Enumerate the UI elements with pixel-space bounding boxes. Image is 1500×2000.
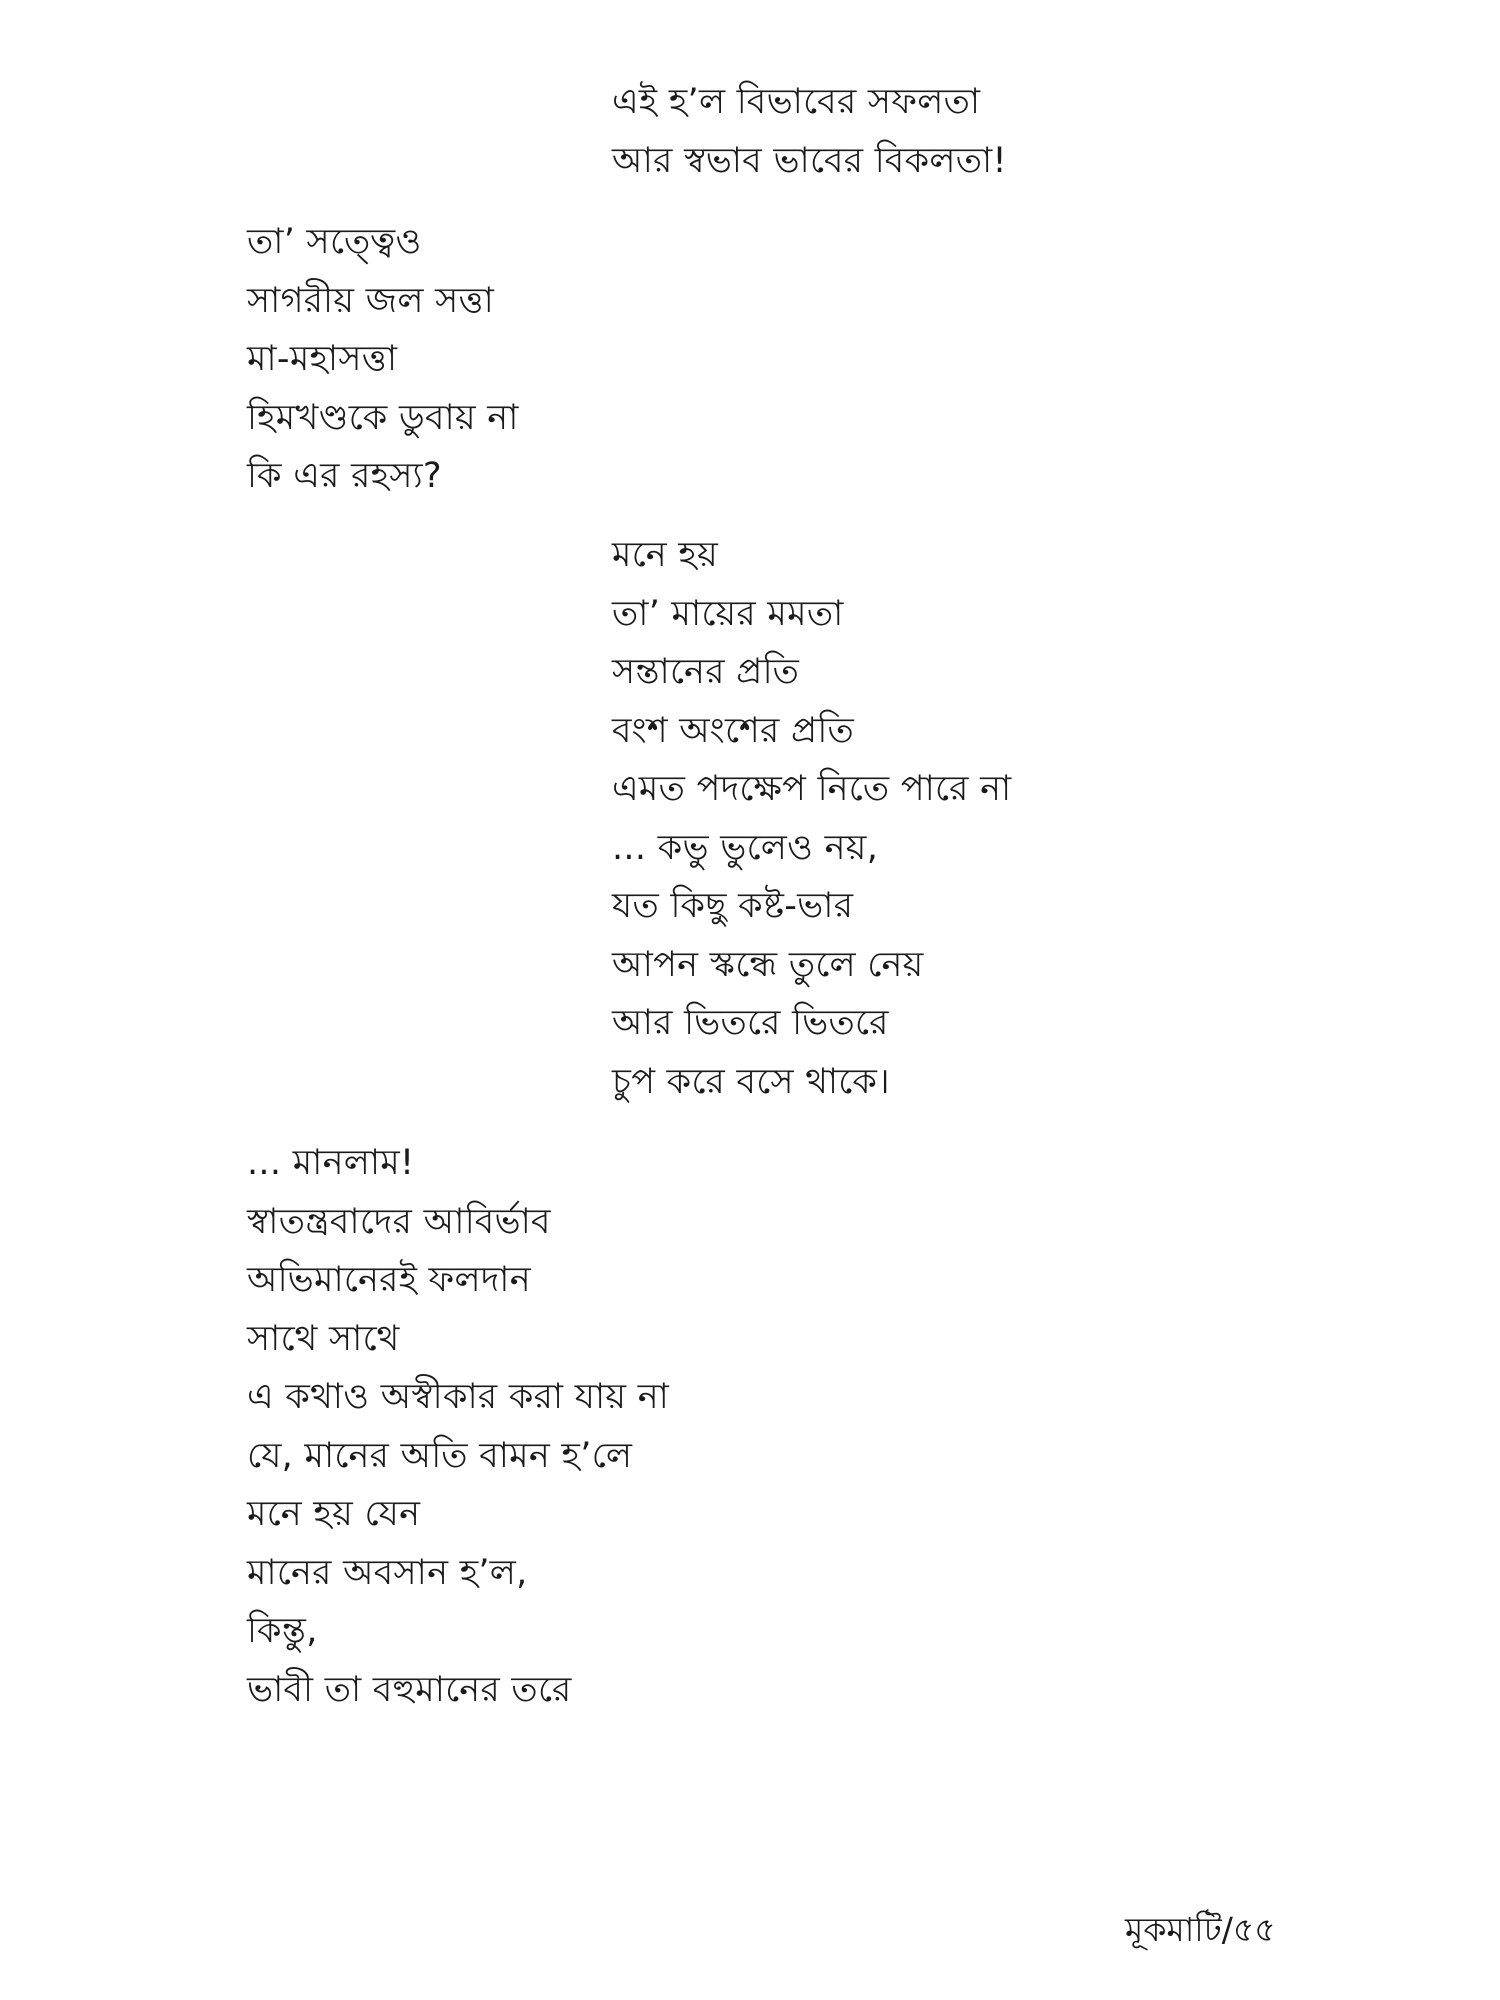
poem-line: আর স্বভাব ভাবের বিকলতা! [612, 140, 1007, 181]
poem-line: অভিমানেরই ফলদান [247, 1260, 531, 1300]
poem-line: সাথে সাথে [247, 1318, 400, 1359]
poem-line: আর ভিতরে ভিতরে [612, 1003, 889, 1043]
page-number-label: মূকমাটি/৫৫ [1125, 1910, 1276, 1949]
poem-line: মনে হয় যেন [247, 1494, 421, 1534]
poem-line: যে, মানের অতি বামন হ’লে [247, 1435, 633, 1476]
poem-line: ভাবী তা বহুমানের তরে [247, 1669, 572, 1710]
poem-line: সাগরীয় জল সত্তা [247, 280, 495, 321]
poem-line: এই হ’ল বিভাবের সফলতা [612, 82, 981, 122]
poem-line: এ কথাও অস্বীকার করা যায় না [247, 1377, 670, 1417]
poem-line: স্বাতন্ত্রবাদের আবির্ভাব [247, 1201, 551, 1242]
poem-line: মনে হয় [612, 535, 719, 575]
poem-line: তা’ সত্ত্বেও [247, 222, 422, 262]
stanza-4 [247, 1134, 669, 1719]
poem-line: এমত পদক্ষেপ নিতে পারে না [612, 769, 1012, 809]
poem-line: যত কিছু কষ্ট-ভার [612, 886, 854, 926]
stanza-3 [612, 526, 1011, 1111]
poem-line: তা’ মায়ের মমতা [612, 593, 844, 634]
poem-line: বংশ অংশের প্রতি [612, 710, 855, 751]
poem-line: কি এর রহস্য? [247, 456, 442, 496]
poem-line: সন্তানের প্রতি [612, 652, 800, 692]
stanza-2 [247, 213, 519, 506]
poem-line: ... কভু ভুলেও নয়, [612, 827, 879, 868]
poem-line: চুপ করে বসে থাকে। [612, 1061, 890, 1102]
poem-line: আপন স্কন্ধে তুলে নেয় [612, 944, 924, 985]
poem-line: মা-মহাসত্তা [247, 339, 398, 379]
poem-line: মানের অবসান হ’ল, [247, 1552, 528, 1593]
poem-line: ... মানলাম! [247, 1143, 415, 1183]
poem-line: কিন্তু, [247, 1611, 318, 1651]
stanza-1 [612, 73, 1007, 190]
poem-line: হিমখণ্ডকে ডুবায় না [247, 397, 519, 438]
